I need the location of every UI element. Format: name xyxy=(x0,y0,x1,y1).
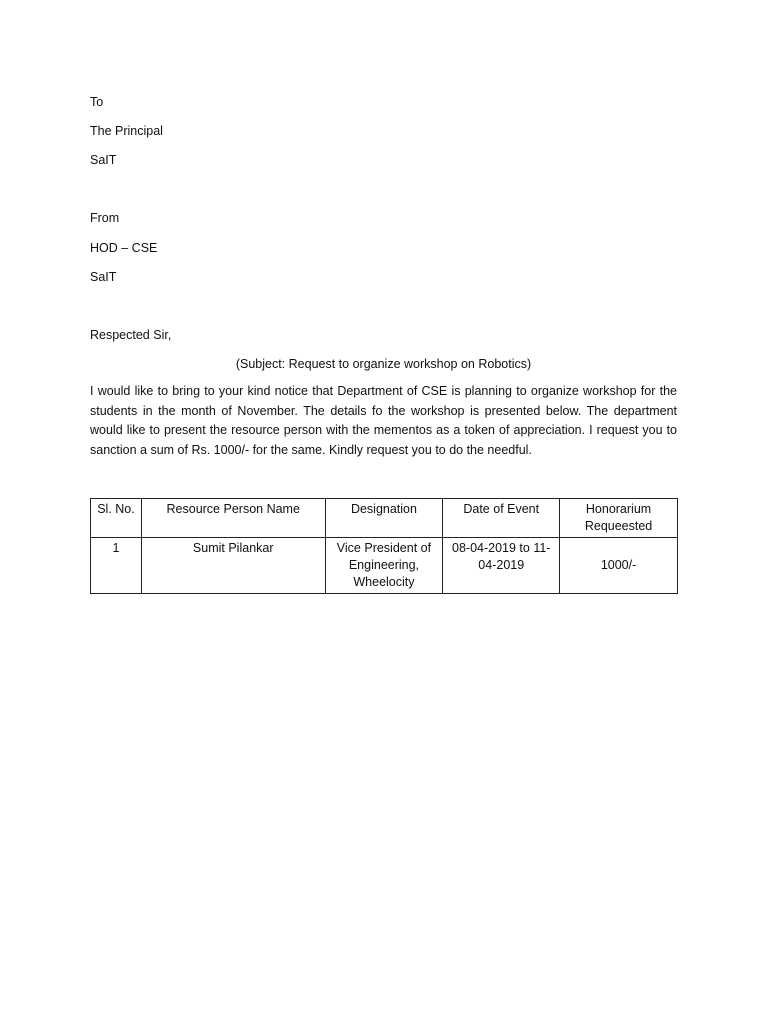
to-label: To xyxy=(90,95,104,109)
from-org: SaIT xyxy=(90,270,117,284)
header-date-of-event: Date of Event xyxy=(443,499,560,538)
cell-sl-no: 1 xyxy=(91,538,142,594)
header-designation: Designation xyxy=(325,499,443,538)
subject-line: (Subject: Request to organize workshop on Robotics) xyxy=(235,357,532,371)
workshop-details-table xyxy=(90,498,678,594)
salutation: Respected Sir, xyxy=(90,328,172,342)
body-paragraph: I would like to bring to your kind notice that Department of CSE is planning to organize workshop for the students in the month of November. The details fo the workshop is presented below. The department would like to present the resource person with the mementos as a token of appreciation. I request you to sanction a sum of Rs. 1000/- for the same. Kindly request you to do the needful. xyxy=(90,384,677,457)
to-org: SaIT xyxy=(90,153,117,167)
cell-resource-person-name: Sumit Pilankar xyxy=(141,538,325,594)
cell-date-of-event: 08-04-2019 to 11-04-2019 xyxy=(443,538,560,594)
from-label: From xyxy=(90,211,120,225)
from-name: HOD – CSE xyxy=(90,241,158,255)
header-sl-no: Sl. No. xyxy=(91,499,142,538)
header-honorarium: Honorarium Requeested xyxy=(560,499,678,538)
header-resource-person-name: Resource Person Name xyxy=(141,499,325,538)
cell-honorarium: 1000/- xyxy=(560,538,678,594)
table-header-row xyxy=(91,499,678,538)
table-row xyxy=(91,538,678,594)
cell-designation: Vice President of Engineering, Wheelocity xyxy=(325,538,443,594)
to-name: The Principal xyxy=(90,124,163,138)
